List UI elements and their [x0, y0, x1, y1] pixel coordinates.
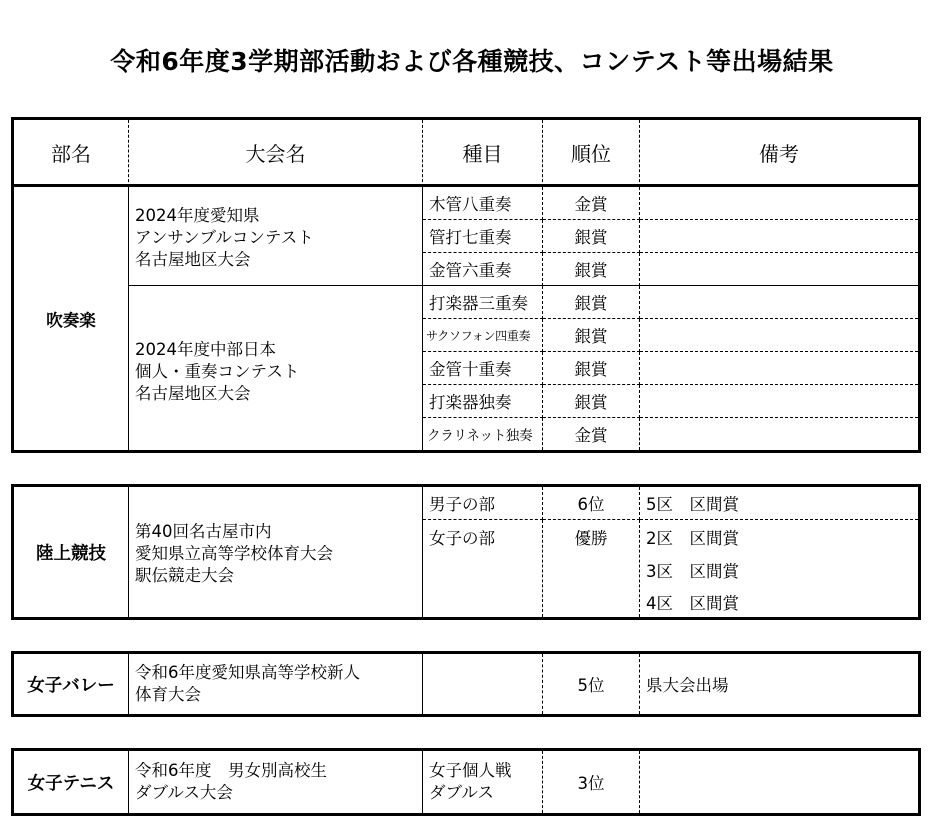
category-cell: 管打七重奏	[423, 220, 543, 253]
note-cell	[640, 352, 918, 385]
rank-cell: 優勝	[543, 520, 640, 617]
event-name-ensemble: 2024年度愛知県 アンサンブルコンテスト 名古屋地区大会	[129, 187, 423, 286]
event-name-tennis: 令和6年度 男女別高校生 ダブルス大会	[129, 751, 423, 813]
note-cell	[640, 418, 918, 450]
rank-cell: 6位	[543, 487, 640, 520]
results-table-brass	[11, 117, 921, 453]
results-table-volleyball	[11, 651, 921, 717]
note-cell: 4区 区間賞	[646, 593, 739, 613]
page-title: 令和6年度3学期部活動および各種競技、コンテスト等出場結果	[110, 47, 834, 76]
rank-cell: 3位	[543, 751, 640, 813]
note-cell	[640, 319, 918, 352]
rank-cell: 銀賞	[543, 286, 640, 319]
note-cell: 5区 区間賞	[640, 487, 918, 520]
club-name-track: 陸上競技	[14, 487, 129, 617]
category-cell: 男子の部	[423, 487, 543, 520]
rank-cell: 銀賞	[543, 385, 640, 418]
category-cell: サクソフォン四重奏	[423, 319, 543, 352]
category-cell: 打楽器独奏	[423, 385, 543, 418]
category-cell: 金管六重奏	[423, 253, 543, 286]
rank-cell: 5位	[543, 654, 640, 714]
header-notes: 備考	[640, 120, 918, 187]
club-name-volleyball: 女子バレー	[14, 654, 129, 714]
category-cell: クラリネット独奏	[423, 418, 543, 450]
header-category: 種目	[423, 120, 543, 187]
rank-cell: 銀賞	[543, 319, 640, 352]
category-cell	[423, 654, 543, 714]
category-cell: 木管八重奏	[423, 187, 543, 220]
note-cell: 県大会出場	[646, 676, 729, 695]
header-club: 部名	[14, 120, 129, 187]
note-cell: 3区 区間賞	[646, 561, 739, 581]
header-rank: 順位	[543, 120, 640, 187]
event-name-solo-ensemble: 2024年度中部日本 個人・重奏コンテスト 名古屋地区大会	[129, 286, 423, 450]
event-name-ekiden: 第40回名古屋市内 愛知県立高等学校体育大会 駅伝競走大会	[129, 487, 423, 617]
category-cell: 金管十重奏	[423, 352, 543, 385]
rank-cell: 銀賞	[543, 352, 640, 385]
category-cell: 女子の部	[423, 520, 543, 617]
note-cell	[640, 187, 918, 220]
event-name-volleyball: 令和6年度愛知県高等学校新人 体育大会	[129, 654, 423, 714]
rank-cell: 銀賞	[543, 220, 640, 253]
note-cell	[640, 385, 918, 418]
rank-cell: 金賞	[543, 418, 640, 450]
note-cell	[640, 253, 918, 286]
club-name-tennis: 女子テニス	[14, 751, 129, 813]
note-cell	[640, 751, 918, 813]
rank-cell: 金賞	[543, 187, 640, 220]
header-event: 大会名	[129, 120, 423, 187]
category-cell: 打楽器三重奏	[423, 286, 543, 319]
note-cell	[640, 220, 918, 253]
results-table-track	[11, 484, 921, 620]
note-cell: 2区 区間賞	[646, 528, 739, 548]
note-cell	[640, 286, 918, 319]
rank-cell: 銀賞	[543, 253, 640, 286]
club-name-brass: 吹奏楽	[14, 187, 129, 450]
category-cell: 女子個人戦 ダブルス	[423, 751, 543, 813]
results-table-tennis	[11, 748, 921, 816]
